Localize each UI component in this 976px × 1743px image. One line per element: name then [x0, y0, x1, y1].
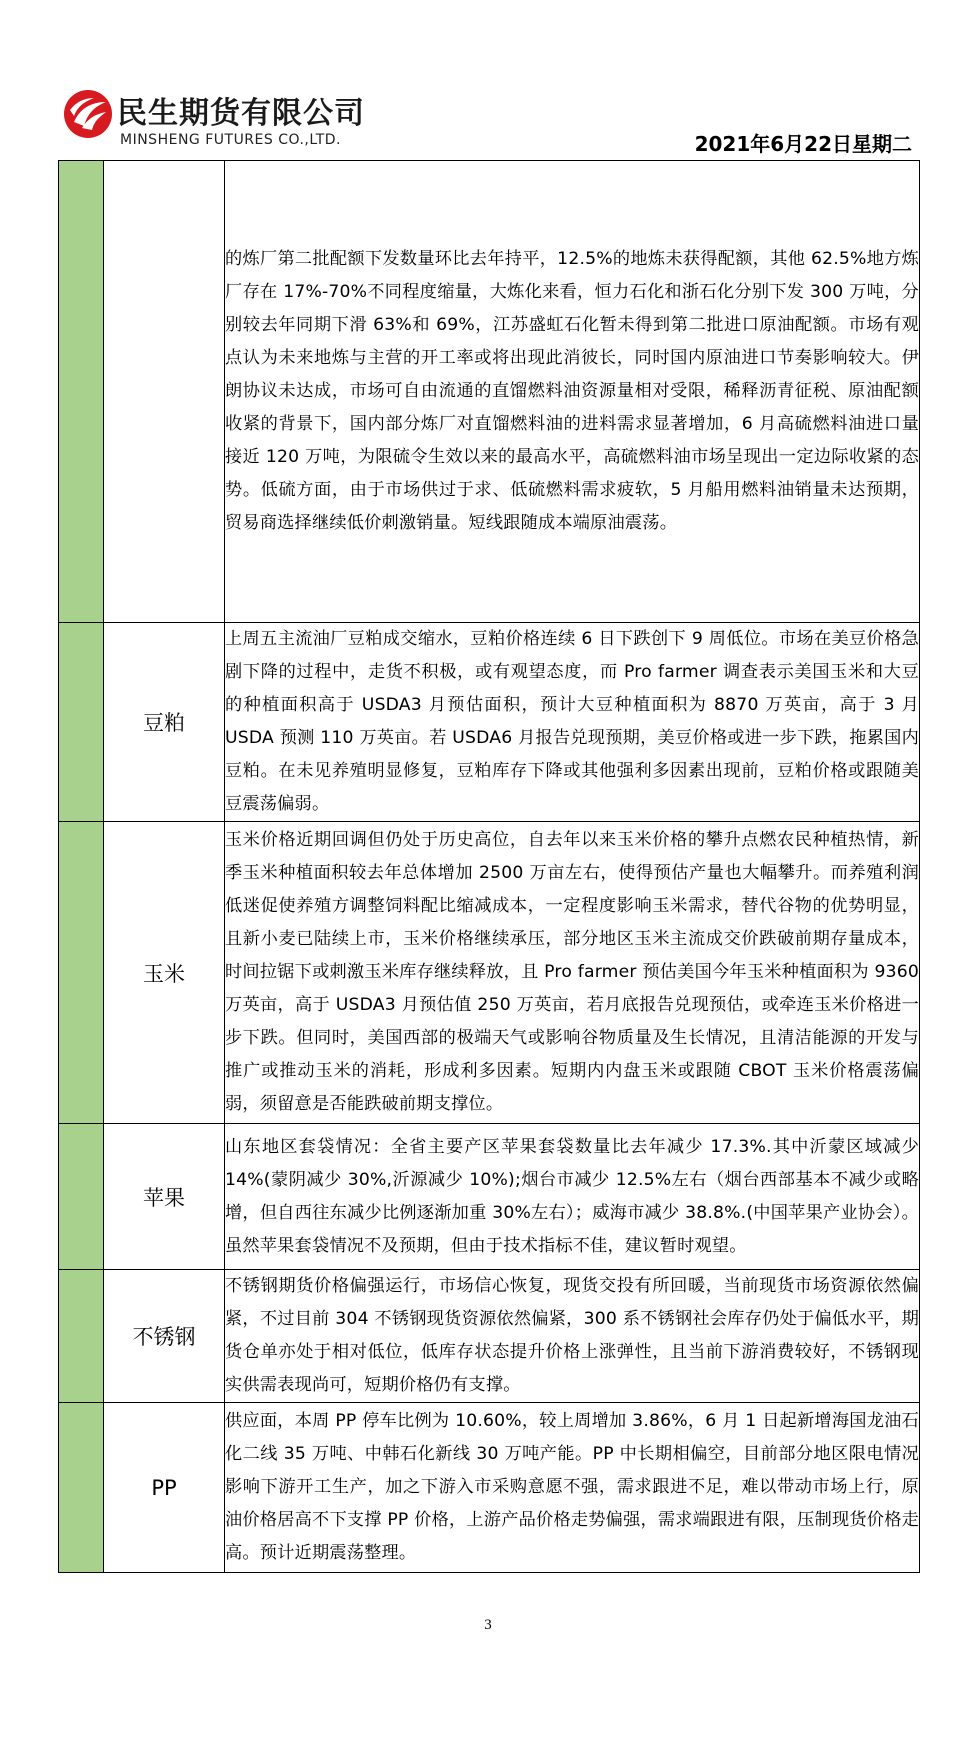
- commodity-row: [59, 161, 920, 623]
- commodity-row: [59, 822, 920, 1124]
- minsheng-logo-icon: [62, 88, 114, 140]
- company-logo: [62, 84, 365, 154]
- report-date: 2021年6月22日星期二: [694, 132, 912, 156]
- side-column-cell: [59, 822, 104, 1124]
- commodity-label: PP: [104, 1403, 225, 1573]
- company-name-cn: 民生期货有限公司: [117, 96, 365, 131]
- commodity-analysis-text: 玉米价格近期回调但仍处于历史高位，自去年以来玉米价格的攀升点燃农民种植热情，新季玉米种植面积较去年总体增加 2500 万亩左右，使得预估产量也大幅攀升。而养殖利润低迷促使养殖方调整饲料配比缩减成本，一定程度影响玉米需求，替代谷物的优势明显，且新小麦已陆续上市，玉米价格继续承压，部分地区玉米主流成交价跌破前期存量成本，时间拉锯下或刺激玉米库存继续释放，且 Pro farmer 预估美国今年玉米种植面积为 9360 万英亩，高于 USDA3 月预估值 250 万英亩，若月底报告兑现预估，或牵连玉米价格进一步下跌。但同时，美国西部的极端天气或影响谷物质量及生长情况，且清洁能源的开发与推广或推动玉米的消耗，形成利多因素。短期内内盘玉米或跟随 CBOT 玉米价格震荡偏弱，须留意是否能跌破前期支撑位。: [225, 822, 920, 1124]
- side-column-cell: [59, 1124, 104, 1270]
- side-column-cell: [59, 1403, 104, 1573]
- page-number: 3: [484, 1617, 492, 1633]
- commodity-row: [59, 1403, 920, 1573]
- commodity-label: 豆粕: [104, 623, 225, 822]
- commodity-analysis-text: 供应面，本周 PP 停车比例为 10.60%，较上周增加 3.86%，6 月 1 日起新增海国龙油石化二线 35 万吨、中韩石化新线 30 万吨产能。PP 中长期相偏空，目前部分地区限电情况影响下游开工生产，加之下游入市采购意愿不强，需求跟进不足，难以带动市场上行，原油价格居高不下支撑 PP 价格，上游产品价格走势偏强，需求端跟进有限，压制现货价格走高。预计近期震荡整理。: [225, 1403, 920, 1573]
- company-name-en: MINSHENG FUTURES CO.,LTD.: [120, 132, 342, 148]
- commodity-analysis-text: 山东地区套袋情况：全省主要产区苹果套袋数量比去年减少 17.3%.其中沂蒙区域减少 14%(蒙阴减少 30%,沂源减少 10%);烟台市减少 12.5%左右（烟台西部基本不减少或略增，但自西往东减少比例逐渐加重 30%左右）；威海市减少 38.8%.(中国苹果产业协会）。虽然苹果套袋情况不及预期，但由于技术指标不佳，建议暂时观望。: [225, 1124, 920, 1270]
- commodity-label: 苹果: [104, 1124, 225, 1270]
- commodity-table: [58, 160, 920, 1573]
- side-column-cell: [59, 623, 104, 822]
- side-column-cell: [59, 161, 104, 623]
- commodity-analysis-text: 不锈钢期货价格偏强运行，市场信心恢复，现货交投有所回暖，当前现货市场资源依然偏紧，不过目前 304 不锈钢现货资源依然偏紧，300 系不锈钢社会库存仍处于偏低水平，期货仓单亦处于相对低位，低库存状态提升价格上涨弹性，且当前下游消费较好，不锈钢现实供需表现尚可，短期价格仍有支撑。: [225, 1270, 920, 1403]
- commodity-label: 不锈钢: [104, 1270, 225, 1403]
- commodity-label: 玉米: [104, 822, 225, 1124]
- commodity-analysis-text: 的炼厂第二批配额下发数量环比去年持平，12.5%的地炼未获得配额，其他 62.5%地方炼厂存在 17%-70%不同程度缩量，大炼化来看，恒力石化和浙石化分别下发 300 万吨，分别较去年同期下滑 63%和 69%，江苏盛虹石化暂未得到第二批进口原油配额。市场有观点认为未来地炼与主营的开工率或将出现此消彼长，同时国内原油进口节奏影响较大。伊朗协议未达成，市场可自由流通的直馏燃料油资源量相对受限，稀释沥青征税、原油配额收紧的背景下，国内部分炼厂对直馏燃料油的进料需求显著增加，6 月高硫燃料油进口量接近 120 万吨，为限硫令生效以来的最高水平，高硫燃料油市场呈现出一定边际收紧的态势。低硫方面，由于市场供过于求、低硫燃料需求疲软，5 月船用燃料油销量未达预期，贸易商选择继续低价刺激销量。短线跟随成本端原油震荡。: [225, 161, 920, 623]
- commodity-row: [59, 1124, 920, 1270]
- commodity-row: [59, 623, 920, 822]
- commodity-analysis-text: 上周五主流油厂豆粕成交缩水，豆粕价格连续 6 日下跌创下 9 周低位。市场在美豆价格急剧下降的过程中，走货不积极，或有观望态度，而 Pro farmer 调查表示美国玉米和大豆的种植面积高于 USDA3 月预估面积，预计大豆种植面积为 8870 万英亩，高于 3 月 USDA 预测 110 万英亩。若 USDA6 月报告兑现预期，美豆价格或进一步下跌，拖累国内豆粕。在未见养殖明显修复，豆粕库存下降或其他强利多因素出现前，豆粕价格或跟随美豆震荡偏弱。: [225, 623, 920, 822]
- commodity-label: [104, 161, 225, 623]
- commodity-row: [59, 1270, 920, 1403]
- side-column-cell: [59, 1270, 104, 1403]
